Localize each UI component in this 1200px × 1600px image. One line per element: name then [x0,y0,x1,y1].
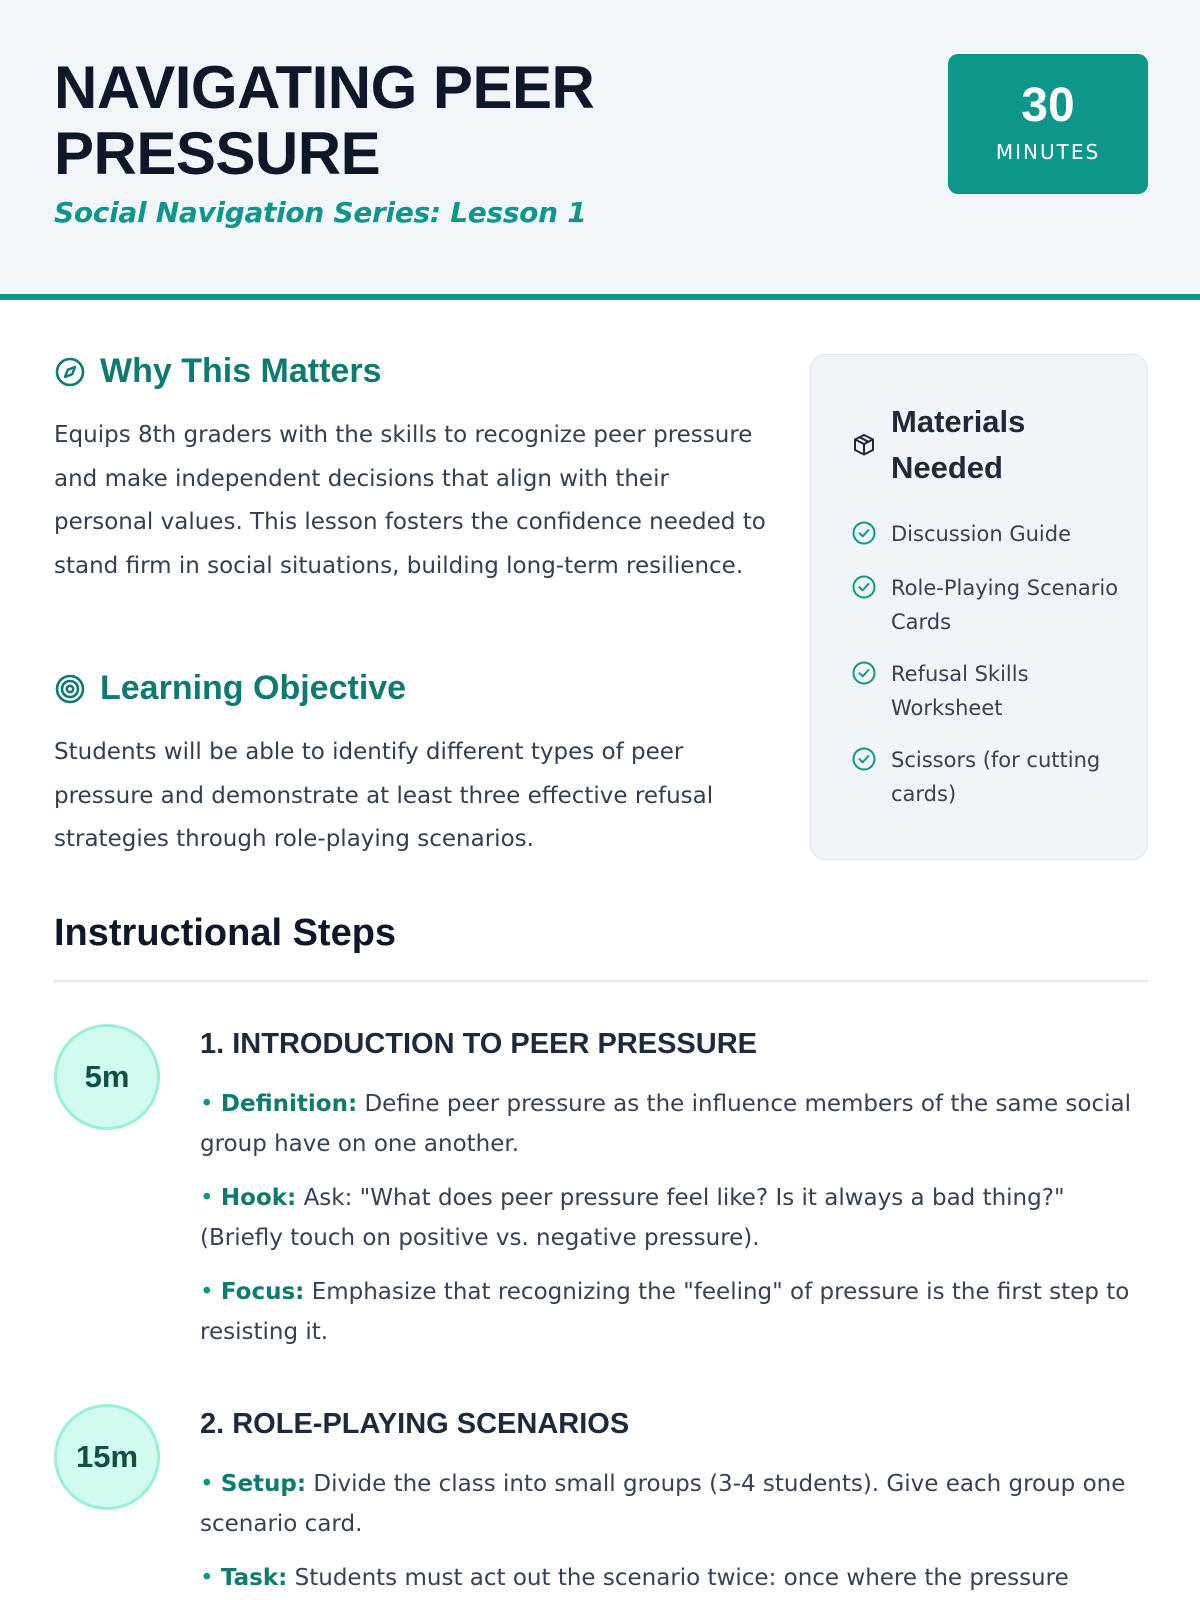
materials-item-label: Discussion Guide [891,522,1072,546]
page-title: NAVIGATING PEER PRESSURE [54,54,595,187]
box-icon [851,432,877,458]
materials-item [851,517,1119,551]
materials-item-label: Role-Playing Scenario Cards [891,576,1119,634]
check-circle-icon [851,520,877,546]
steps-divider [54,980,1148,982]
bullet-text: Define peer pressure as the influence members of the same social group have on one another. [200,1091,1131,1157]
step-bullet [200,1084,1148,1164]
target-icon [54,673,86,705]
step-title: 2. ROLE-PLAYING SCENARIOS [200,1408,630,1440]
bullet-text: Divide the class into small groups (3-4 students). Give each group one scenario card. [200,1471,1126,1537]
step-title: 1. INTRODUCTION TO PEER PRESSURE [200,1028,757,1060]
step-bullet [200,1272,1148,1352]
bullet-label: Definition: [220,1091,358,1117]
step-time-badge: 5m [54,1024,160,1130]
bullet-label: Setup: [220,1471,307,1497]
why-title: Why This Matters [100,352,382,390]
bullet-text: Ask: "What does peer pressure feel like? Is it always a bad thing?" (Briefly touch on positive vs. negative pressure). [200,1185,1065,1251]
compass-icon [54,356,86,388]
bullet-label: Focus: [220,1279,305,1305]
bullet-label: Hook: [220,1185,297,1211]
page-subtitle: Social Navigation Series: Lesson 1 [54,196,587,229]
materials-card [810,354,1148,860]
materials-item-label: Refusal Skills Worksheet [891,662,1029,720]
step-bullet [200,1558,1148,1598]
check-circle-icon [851,746,877,772]
materials-item [851,571,1119,639]
bullet-dot: • [200,1279,221,1305]
objective-title: Learning Objective [100,669,407,707]
bullet-dot: • [200,1185,221,1211]
materials-item-label: Scissors (for cutting cards) [891,748,1101,806]
steps-heading: Instructional Steps [54,912,397,954]
objective-section-heading [54,669,406,708]
step-bullet [200,1464,1148,1544]
lesson-header [0,0,1200,300]
bullet-text: Emphasize that recognizing the "feeling" of pressure is the first step to resisting it. [200,1279,1130,1345]
duration-unit: MINUTES [995,140,1101,164]
materials-item [851,657,1119,725]
bullet-dot: • [200,1471,221,1497]
bullet-text: Students must act out the scenario twice: once where the pressure [294,1565,1069,1591]
why-text: Equips 8th graders with the skills to recognize peer pressure and make independent decisions that align with their personal values. This lesson fosters the confidence needed to stand firm in social situations, building long-term resilience. [54,422,766,579]
step-time-badge: 15m [54,1404,160,1510]
check-circle-icon [851,574,877,600]
duration-value: 30 [1021,79,1075,132]
why-section-heading [54,352,381,391]
duration-badge [948,54,1148,194]
objective-text: Students will be able to identify different types of peer pressure and demonstrate at least three effective refusal strategies through role-playing scenarios. [54,739,714,852]
materials-heading [851,399,1071,491]
materials-title: Materials Needed [891,404,1026,485]
materials-item [851,743,1119,811]
check-circle-icon [851,660,877,686]
bullet-dot: • [200,1091,221,1117]
bullet-label: Task: [220,1565,288,1591]
bullet-dot: • [200,1565,221,1591]
step-bullet [200,1178,1148,1258]
